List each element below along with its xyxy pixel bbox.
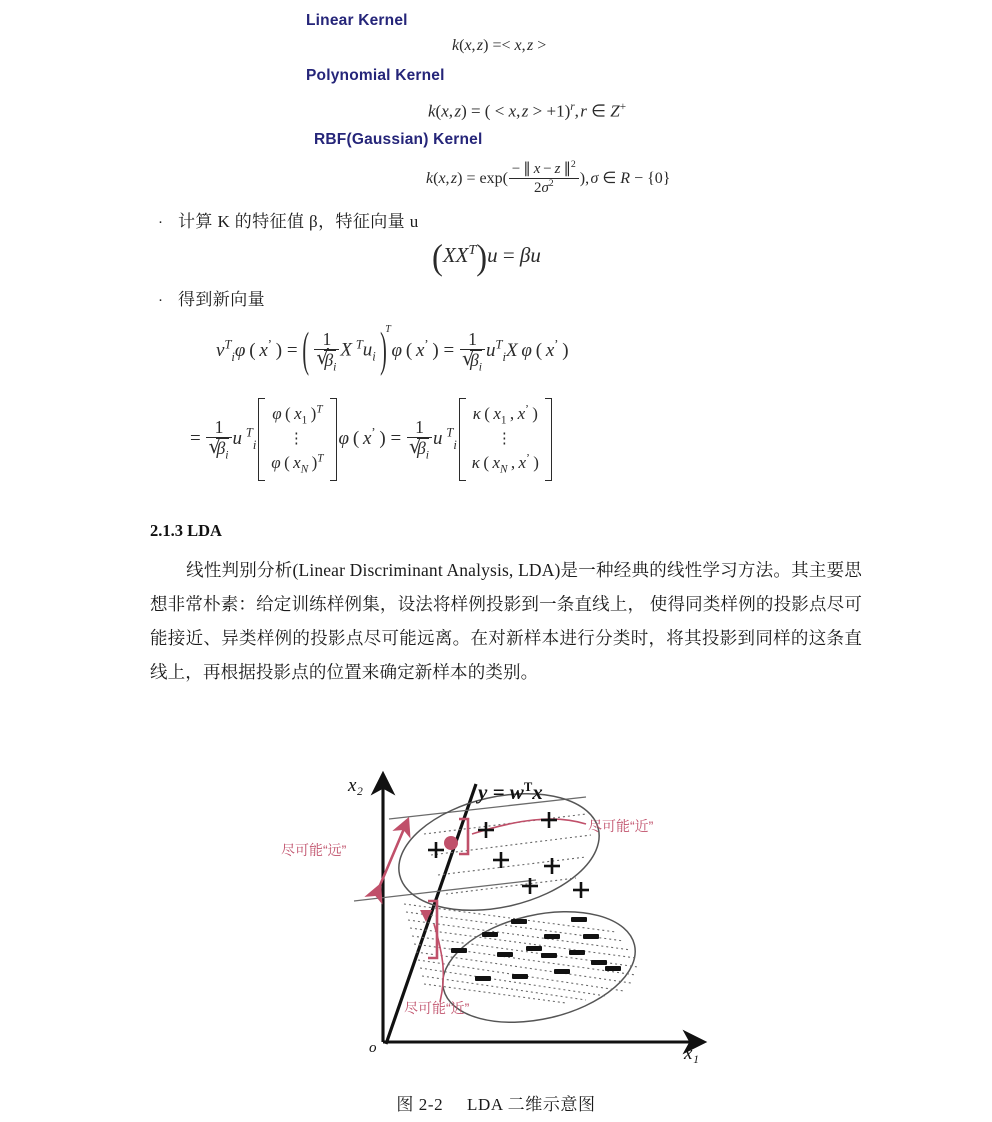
figure-caption-title: LDA 二维示意图 (466, 1095, 596, 1114)
lda-paragraph (150, 553, 862, 689)
lda-figure (281, 762, 716, 1082)
phi-matrix: φ ( $x_1$ )$^T$ ⋮ φ ( $x_N$ )$^T$ (258, 398, 336, 481)
section-heading: 2.1.3 LDA (150, 521, 222, 540)
derivation-line-2: = 1 √ $\beta_i$ u $^T_i$ φ ( $x_1$ )$^T$ ⋮ φ ( $x_N$ )$^T$ φ ( x’ ) = 1 √ $\beta_i$ u $^T_i$ κ ( $x_1$ , x’ ) ⋮ κ ( $x_N$ , x’ ) (190, 398, 554, 481)
bullet-item-newvector (158, 285, 265, 310)
x-axis-label: x₁ (684, 1043, 700, 1064)
bullet-marker: · (158, 215, 163, 231)
rbf-kernel-heading: RBF(Gaussian) Kernel (314, 131, 483, 148)
annotation-near-right: 尽可能“近” (588, 818, 654, 834)
y-axis-label: x₂ (348, 775, 364, 796)
bullet-marker: · (158, 293, 163, 309)
figure-number: 图 2-2 (396, 1095, 444, 1114)
linear-kernel-formula: k(x, z) =< x, z > (452, 37, 547, 54)
linear-kernel-heading: Linear Kernel (306, 12, 408, 29)
lda-figure-svg (286, 762, 716, 1082)
rbf-kernel-formula: k(x, z) = exp( $\frac{- \parallel x - z \parallel^2}{2\sigma^2}$ ), σ ∈ R − {0} (426, 159, 671, 196)
negative-samples (451, 917, 621, 981)
bullet-item-eigen (158, 207, 419, 232)
polynomial-kernel-formula: k(x, z) = ( < x, z > +1)$^r$, r ∈ Z+ (428, 101, 627, 121)
paragraph-text: 线性判别分析(Linear Discriminant Analysis, LDA)是一种经典的线性学习方法。其主要思想非常朴素：给定训练样例集，设法将样例投影到一条直线上， 使得同类样例的投影点尽可能接近、异类样例的投影点尽可能远离。在对新样本进行分类时，将其投影到同样的这条直线上，再根据投影点的位置来确定新样本的类别。 (150, 560, 862, 682)
bullet-label: 得到新向量 (178, 290, 265, 309)
polynomial-kernel-heading: Polynomial Kernel (306, 67, 445, 84)
annotation-near-bottom: 尽可能“近” (404, 1000, 470, 1016)
bullet-label: 计算 K 的特征值 β，特征向量 u (178, 212, 419, 231)
derivation-line-1: $v^T_i\varphi$ ( x’ ) = ( T 1 √ $\beta_i$ X $^Tu_i$ ) φ ( x’ ) = 1 √ $\beta_i$ $u^T_iX$ φ ( x’ ) (216, 330, 569, 374)
projection-rays-negative (404, 904, 638, 1003)
annotation-far: 尽可能“远” (281, 842, 347, 858)
projection-rays-positive (424, 814, 591, 894)
positive-mean-point (444, 836, 458, 850)
kappa-matrix: κ ( $x_1$ , x’ ) ⋮ κ ( $x_N$ , x’ ) (459, 398, 552, 481)
projection-line-label: $y = w^Tx$ (478, 780, 543, 804)
eigen-equation: $(XX^T)u = \beta u$ (432, 237, 541, 279)
figure-caption (0, 1090, 992, 1115)
origin-label: o (369, 1040, 377, 1056)
